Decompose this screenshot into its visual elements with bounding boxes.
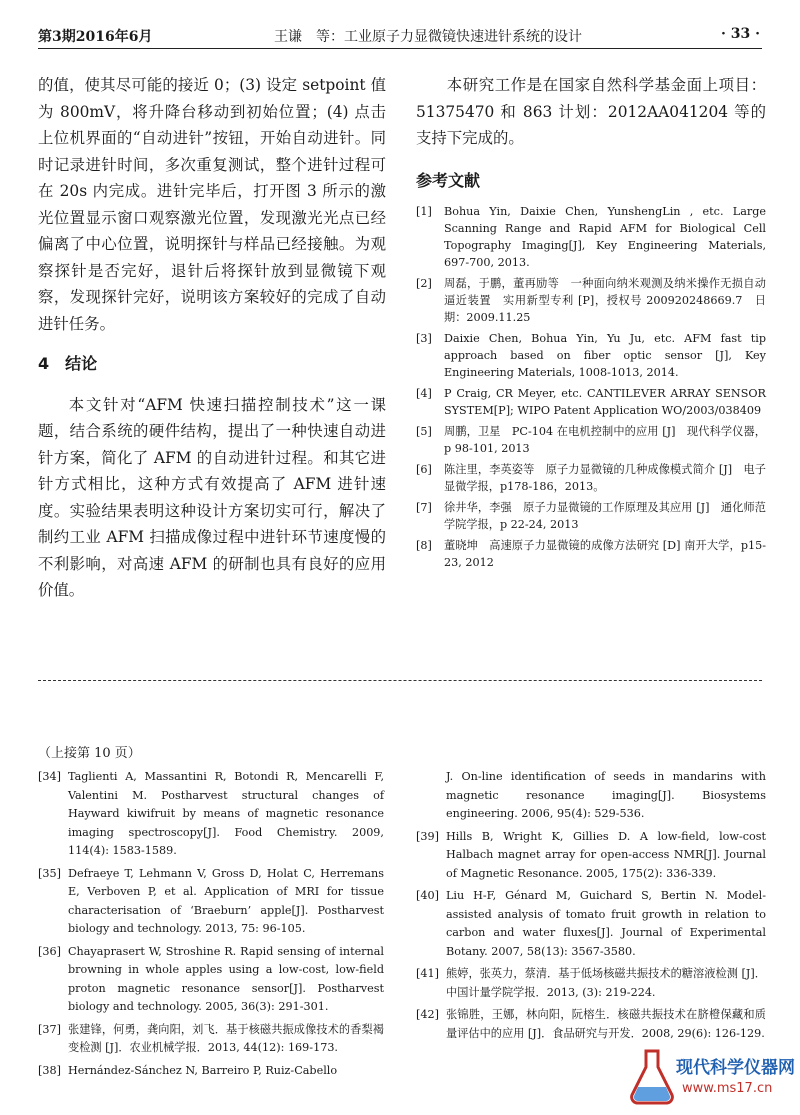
reference-number bbox=[416, 768, 446, 824]
running-title: 王谦 等：工业原子力显微镜快速进针系统的设计 bbox=[274, 29, 582, 45]
reference-item bbox=[416, 537, 766, 571]
right-column bbox=[416, 72, 766, 575]
reference-text: Hernández-Sánchez N, Barreiro P, Ruiz-Cabello bbox=[68, 1063, 338, 1077]
continuation-note: （上接第 10 页） bbox=[38, 746, 141, 761]
references-heading: 参考文献 bbox=[416, 170, 481, 190]
reference-text: 周磊，于鹏，董再励等 一种面向纳米观测及纳米操作无损自动逼近装置 实用新型专利 [P]，授权号 200920248669.7 日期：2009.11.25 bbox=[444, 276, 766, 324]
reference-text: 熊婷，张英力，蔡清．基于低场核磁共振技术的糖溶液检测 [J]．中国计量学院学报．2013, (3): 219-224. bbox=[446, 967, 766, 999]
reference-number: [4] bbox=[416, 386, 432, 400]
reference-item bbox=[416, 887, 766, 961]
reference-text: P Craig, CR Meyer, etc. CANTILEVER ARRAY SENSOR SYSTEM[P]; WIPO Patent Application WO/2003/038409 bbox=[444, 386, 766, 417]
reference-text: Hills B, Wright K, Gillies D. A low-field, low-cost Halbach magnet array for open-access NMR[J]. Journal of Magnetic Resonance. 2005, 175(2): 336-339. bbox=[446, 829, 766, 880]
reference-text: 周鹏，卫星 PC-104 在电机控制中的应用 [J] 现代科学仪器，p 98-101, 2013 bbox=[444, 424, 766, 455]
reference-item bbox=[38, 1021, 384, 1058]
reference-item bbox=[416, 828, 766, 884]
reference-number: [2] bbox=[416, 276, 432, 290]
reference-item bbox=[38, 768, 384, 861]
reference-number: [1] bbox=[416, 204, 432, 218]
reference-text: 徐井华，李强 原子力显微镜的工作原理及其应用 [J] 通化师范学院学报，p 22-24, 2013 bbox=[444, 500, 766, 531]
reference-item bbox=[416, 461, 766, 495]
reference-text: Defraeye T, Lehmann V, Gross D, Holat C, Herremans E, Verboven P, et al. Application of MRI for tissue characterisation of ‘Braeburn’ apple[J]. Postharvest biology and technology. 2013, 75: 96-105. bbox=[68, 866, 384, 935]
reference-item bbox=[416, 768, 766, 824]
page-number: · 33 · bbox=[721, 26, 760, 42]
acknowledgment: 本研究工作是在国家自然科学基金面上项目：51375470 和 863 计划：2012AA041204 等的支持下完成的。 bbox=[416, 76, 766, 147]
reference-item bbox=[38, 865, 384, 939]
reference-number: [8] bbox=[416, 538, 432, 552]
reference-text: 董晓坤 高速原子力显微镜的成像方法研究 [D] 南开大学，p15-23, 2012 bbox=[444, 538, 766, 569]
reference-item bbox=[416, 385, 766, 419]
reference-number: [37] bbox=[38, 1022, 61, 1036]
reference-item bbox=[416, 965, 766, 1002]
continued-reference-list-left bbox=[38, 768, 384, 1084]
reference-item bbox=[416, 203, 766, 271]
left-column bbox=[38, 72, 386, 604]
reference-text: Chayaprasert W, Stroshine R. Rapid sensing of internal browning in whole apples using a low-cost, low-field proton magnetic resonance sensor[J]. Postharvest biology and technology. 2005, 36(3): 291-301. bbox=[68, 944, 384, 1013]
reference-number: [41] bbox=[416, 967, 439, 980]
reference-number: [5] bbox=[416, 424, 432, 438]
flask-logo-icon bbox=[628, 1047, 676, 1105]
reference-number: [36] bbox=[38, 944, 61, 958]
conclusion-paragraph: 本文针对“AFM 快速扫描控制技术”这一课题，结合系统的硬件结构，提出了一种快速自动进针方案，简化了 AFM 的自动进针过程。和其它进针方式相比，这种方式有效提高了 AFM 进针速度。实验结果表明这种设计方案切实可行，解决了制约工业 AFM 扫描成像过程中进针环节速度慢的不利影响，对高速 AFM 的研制也具有良好的应用价值。 bbox=[38, 395, 386, 599]
reference-number: [39] bbox=[416, 829, 439, 843]
reference-text: Taglienti A, Massantini R, Botondi R, Mencarelli F, Valentini M. Postharvest structural changes of Hayward kiwifruit by means of magnetic resonance imaging spectroscopy[J]. Food Chemistry. 2009, 114(4): 1583-1589. bbox=[68, 770, 384, 857]
reference-item bbox=[38, 943, 384, 1017]
site-watermark bbox=[628, 1045, 798, 1111]
reference-item bbox=[416, 330, 766, 381]
reference-number: [6] bbox=[416, 462, 432, 476]
reference-item bbox=[416, 499, 766, 533]
reference-text: 张建锋，何勇，龚向阳，刘飞．基于核磁共振成像技术的香梨褐变检测 [J]．农业机械学报．2013, 44(12): 169-173. bbox=[68, 1022, 384, 1054]
reference-text: Liu H-F, Génard M, Guichard S, Bertin N. Model-assisted analysis of tomato fruit growth in relation to carbon and water fluxes[J]. Journal of Experimental Botany. 2007, 58(13): 3567-3580. bbox=[446, 889, 766, 958]
reference-item bbox=[38, 1062, 384, 1081]
reference-number: [35] bbox=[38, 866, 61, 880]
reference-text: 陈注里，李英姿等 原子力显微镜的几种成像模式简介 [J] 电子显微学报，p178-186，2013。 bbox=[444, 462, 766, 493]
section-heading: 4 结论 bbox=[38, 354, 98, 373]
reference-text: J. On-line identification of seeds in mandarins with magnetic resonance imaging[J]. Biosystems engineering. 2006, 95(4): 529-536. bbox=[446, 770, 766, 820]
dashed-divider bbox=[38, 680, 762, 681]
reference-item bbox=[416, 275, 766, 326]
journal-issue: 第3期2016年6月 bbox=[38, 29, 153, 45]
body-paragraph: 的值，使其尽可能的接近 0；(3) 设定 setpoint 值为 800mV，将升降台移动到初始位置；(4) 点击上位机界面的“自动进针”按钮，开始自动进针。同时记录进针时间，多次重复测试，整个进针过程可在 20s 内完成。进针完毕后，打开图 3 所示的激光位置显示窗口观察激光位置，发现激光光点已经偏离了中心位置，说明探针与样品已经接触。为观察探针是否完好，退针后将探针放到显微镜下观察，发现探针完好，说明该方案较好的完成了自动进针任务。 bbox=[38, 76, 386, 333]
watermark-url: www.ms17.cn bbox=[682, 1081, 773, 1096]
watermark-title: 现代科学仪器网 bbox=[676, 1058, 795, 1078]
reference-number: [3] bbox=[416, 331, 432, 345]
reference-text: Bohua Yin, Daixie Chen, YunshengLin , etc. Large Scanning Range and Rapid AFM for Biological Cell Topography Imaging[J], Key Engineering Materials, 697-700, 2013. bbox=[444, 204, 766, 269]
reference-list bbox=[416, 203, 766, 571]
reference-number: [40] bbox=[416, 889, 439, 902]
reference-text: 张锦胜，王娜，林向阳，阮榕生．核磁共振技术在脐橙保藏和质量评估中的应用 [J]．食品研究与开发．2008, 29(6): 126-129. bbox=[446, 1008, 766, 1040]
continued-reference-list-right bbox=[416, 768, 766, 1047]
reference-number: [34] bbox=[38, 770, 61, 783]
reference-item bbox=[416, 423, 766, 457]
reference-item bbox=[416, 1006, 766, 1043]
reference-text: Daixie Chen, Bohua Yin, Yu Ju, etc. AFM fast tip approach based on fiber optic sensor [J], Key Engineering Materials, 1008-1013, 2014. bbox=[444, 331, 766, 379]
reference-number: [38] bbox=[38, 1063, 61, 1077]
reference-number: [42] bbox=[416, 1008, 439, 1021]
page-header bbox=[38, 24, 762, 49]
reference-number: [7] bbox=[416, 500, 432, 514]
